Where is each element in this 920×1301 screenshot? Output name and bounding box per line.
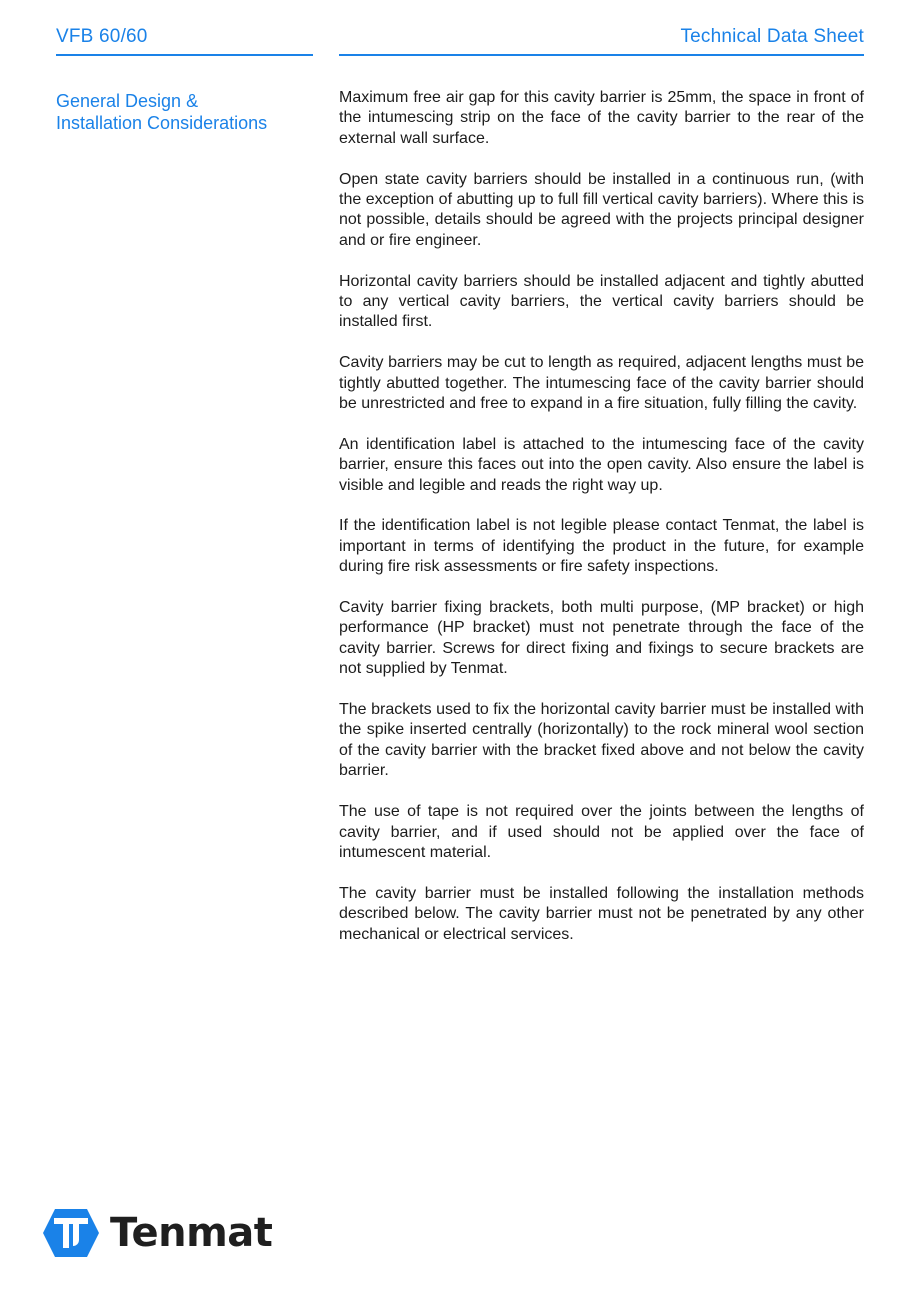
paragraph-tape-use: The use of tape is not required over the joints between the lengths of cavity barrier, and if used should not be applied over the face of intumescent material. xyxy=(339,803,864,861)
tenmat-hexagon-logo-icon xyxy=(42,1208,100,1258)
paragraph-bracket-installation: The brackets used to fix the horizontal cavity barrier must be installed with the spike inserted centrally (horizontally) to the rock mineral wool section of the cavity barrier with the bracket fixed above and not below the cavity barrier. xyxy=(339,701,864,780)
paragraph-fixing-brackets: Cavity barrier fixing brackets, both multi purpose, (MP bracket) or high performance (HP bracket) must not penetrate through the face of the cavity barrier. Screws for direct fixing and fixings to secure brackets are not supplied by Tenmat. xyxy=(339,599,864,678)
header-product-code: VFB 60/60 xyxy=(56,26,148,47)
paragraph-cut-to-length: Cavity barriers may be cut to length as required, adjacent lengths must be tightly abutted together. The intumescing face of the cavity barrier should be unrestricted and free to expand in a fire situation, fully filling the cavity. xyxy=(339,354,864,413)
section-title-line-2: Installation Considerations xyxy=(56,113,268,133)
paragraph-air-gap: Maximum free air gap for this cavity barrier is 25mm, the space in front of the intumescing strip on the face of the cavity barrier to the rear of the external wall surface. xyxy=(339,89,864,147)
paragraph-horizontal-barriers: Horizontal cavity barriers should be installed adjacent and tightly abutted to any vertical cavity barriers, the vertical cavity barriers should be installed first. xyxy=(339,272,864,331)
section-title-line-1: General Design & xyxy=(56,91,199,111)
tenmat-logo xyxy=(42,1208,272,1258)
body-text xyxy=(339,88,864,965)
header-document-type: Technical Data Sheet xyxy=(680,26,864,47)
paragraph-continuous-run: Open state cavity barriers should be installed in a continuous run, (with the exception of abutting up to full fill vertical cavity barriers). Where this is not possible, details should be agreed with the projects principal designer and or fire engineer. xyxy=(339,170,864,249)
paragraph-installation-methods: The cavity barrier must be installed following the installation methods described below. The cavity barrier must not be penetrated by any other mechanical or electrical services. xyxy=(339,884,864,943)
logo-brand-name: Tenmat xyxy=(110,1210,273,1256)
paragraph-identification-label: An identification label is attached to the intumescing face of the cavity barrier, ensure this faces out into the open cavity. Also ensure the label is visible and legible and reads the right way up. xyxy=(339,435,864,494)
section-title xyxy=(56,90,316,134)
header-rule-left xyxy=(56,54,313,56)
header-rule-right xyxy=(339,54,864,56)
paragraph-label-legibility: If the identification label is not legible please contact Tenmat, the label is important in terms of identifying the product in the future, for example during fire risk assessments or fire safety inspections. xyxy=(339,517,864,576)
